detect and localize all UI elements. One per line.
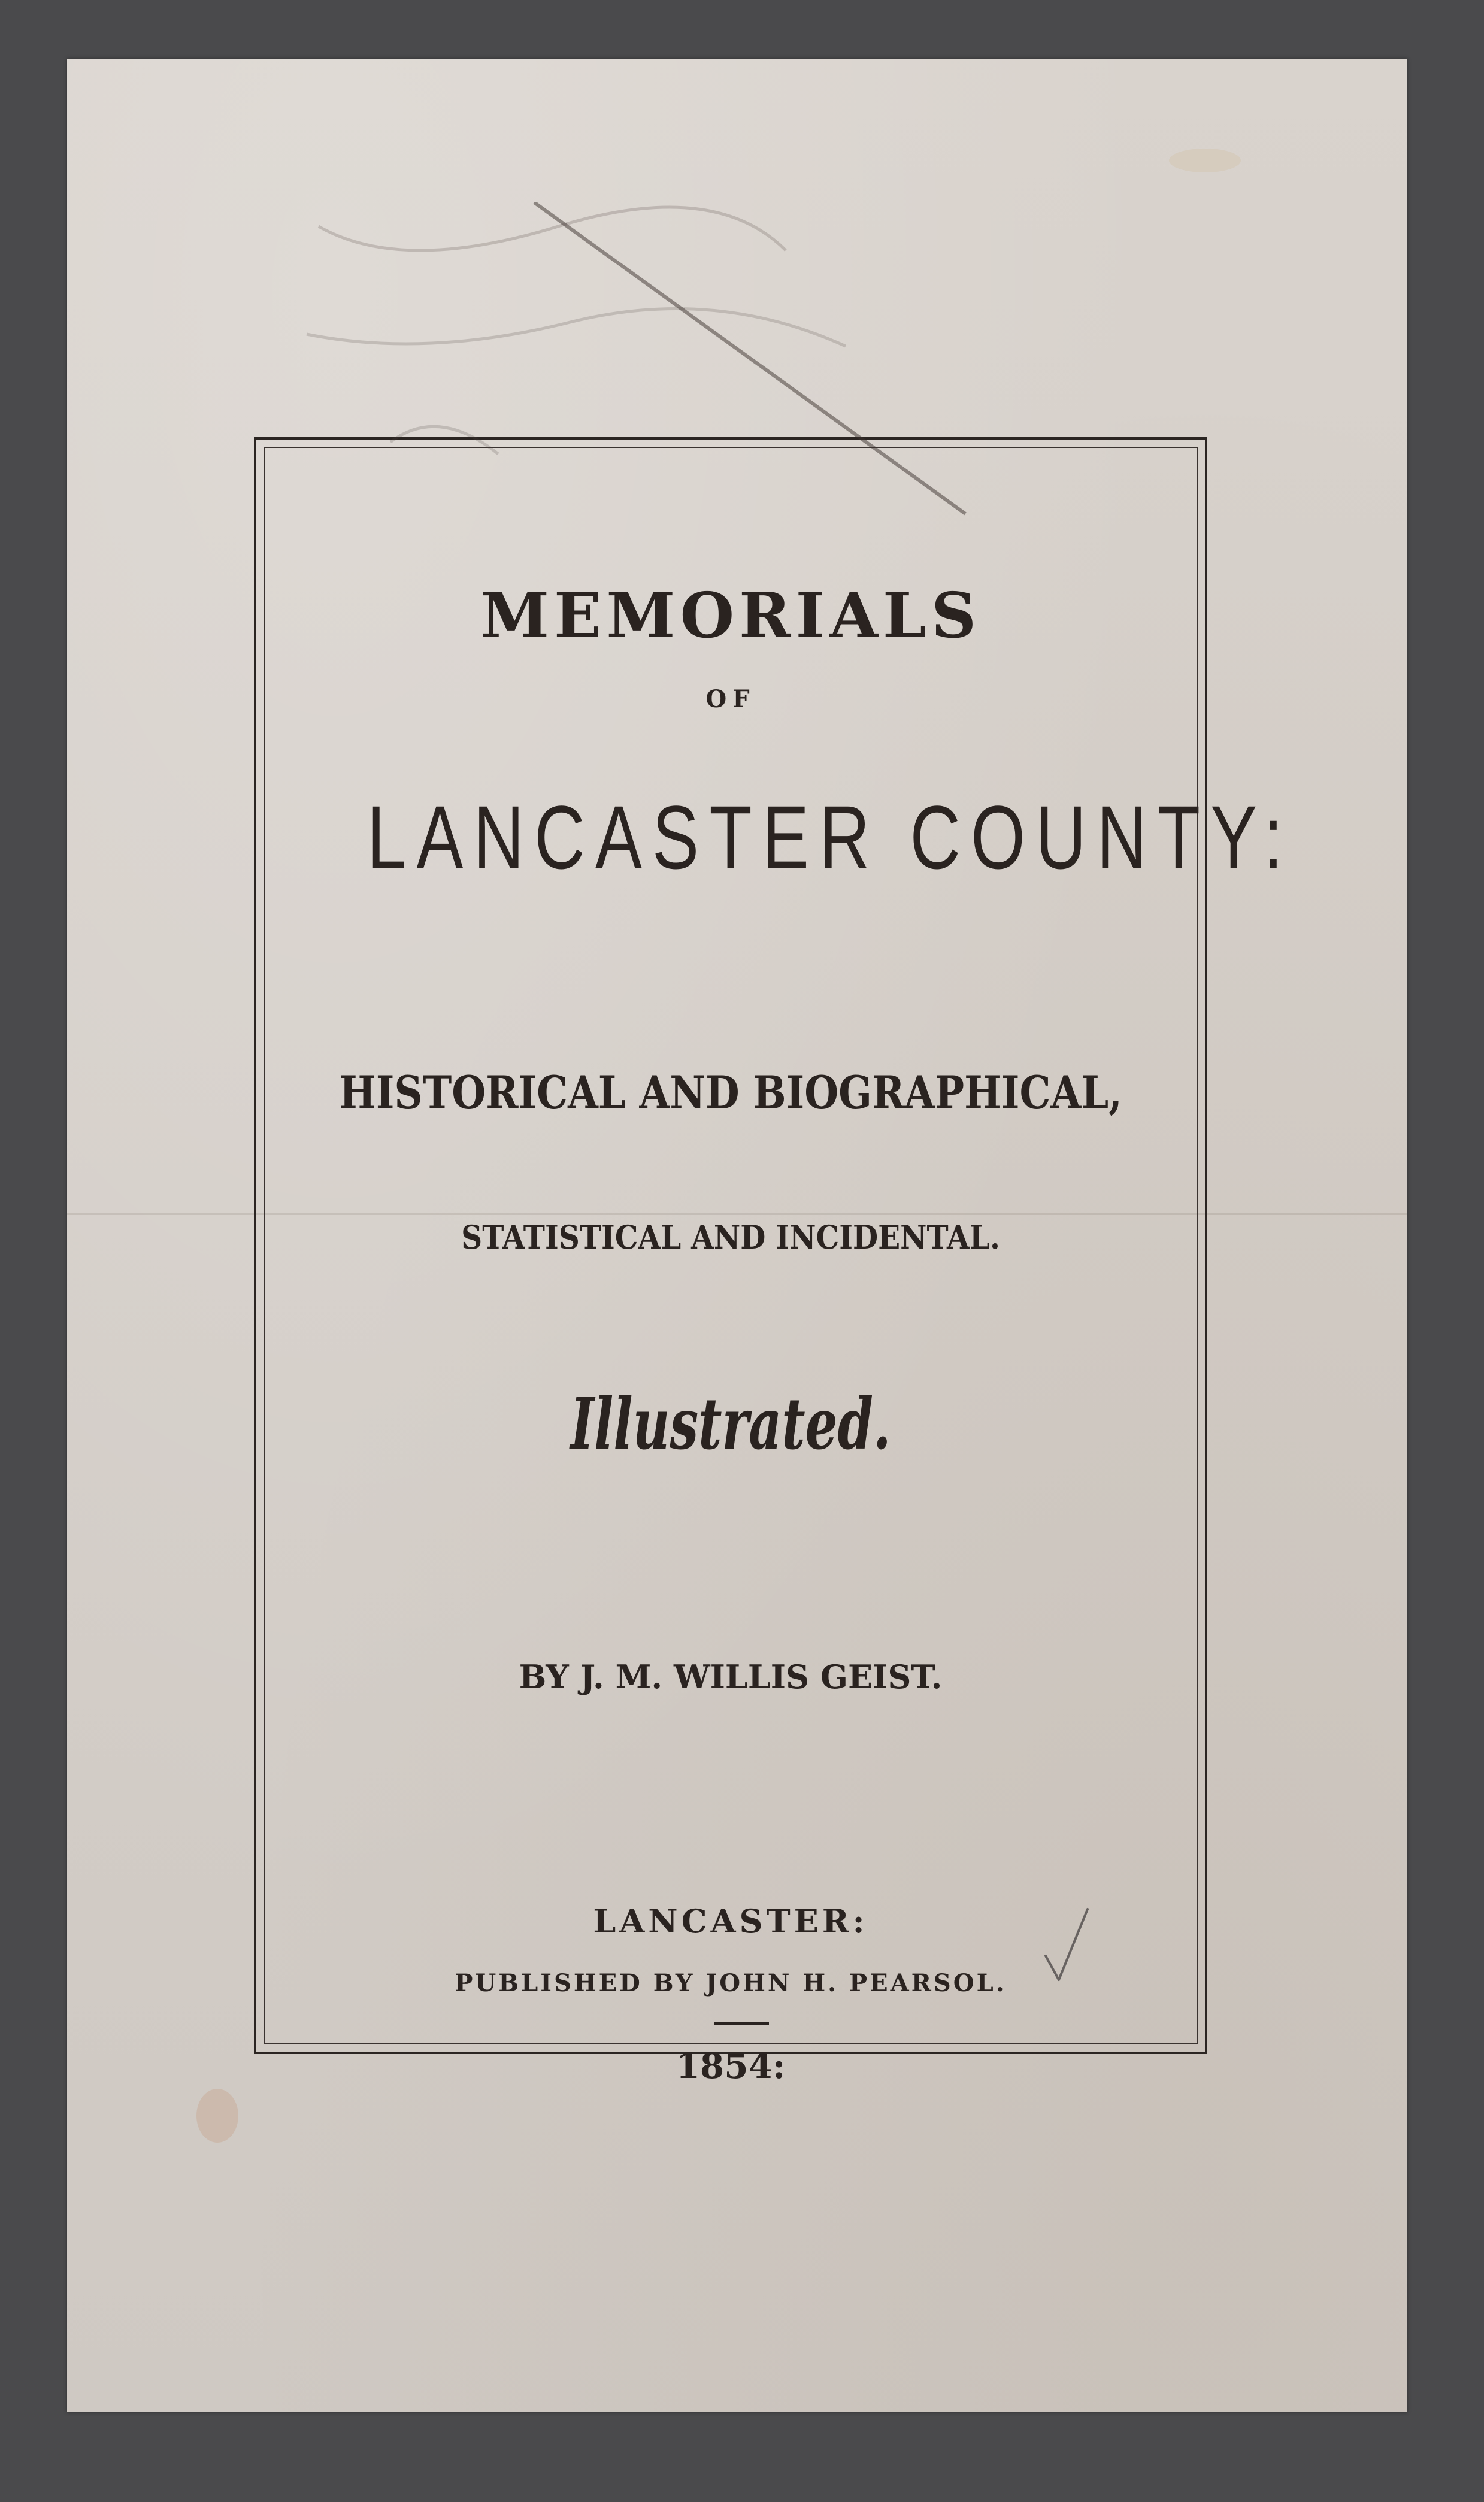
title-subject: LANCASTER COUNTY:: [367, 787, 1294, 887]
pencil-marks-icon: [247, 202, 1085, 538]
publication-place: LANCASTER:: [593, 1902, 868, 1940]
illustrated-label: Illustrated.: [570, 1382, 891, 1465]
publication-year: 1854:: [676, 2046, 786, 2086]
inner-rule-border: [264, 447, 1294, 2086]
page-title: MEMORIALS: [480, 578, 982, 652]
title-connector: OF: [705, 685, 756, 713]
pencil-checkmark-icon: [1043, 1906, 1091, 1983]
title-page-sheet: [67, 59, 1407, 2412]
publisher-line: PUBLISHED BY JOHN H. PEARSOL.: [455, 1969, 1007, 1997]
paper-stain: [196, 2089, 238, 2143]
subtitle-line-2: STATISTICAL AND INCIDENTAL.: [461, 1218, 1000, 1256]
double-rule-border: [254, 437, 1294, 2086]
author-line: BY J. M. WILLIS GEIST.: [519, 1658, 943, 1696]
paper-stain: [1169, 149, 1241, 172]
short-rule-divider: [714, 2022, 769, 2025]
subtitle-line-1: HISTORICAL AND BIOGRAPHICAL,: [339, 1066, 1122, 1119]
